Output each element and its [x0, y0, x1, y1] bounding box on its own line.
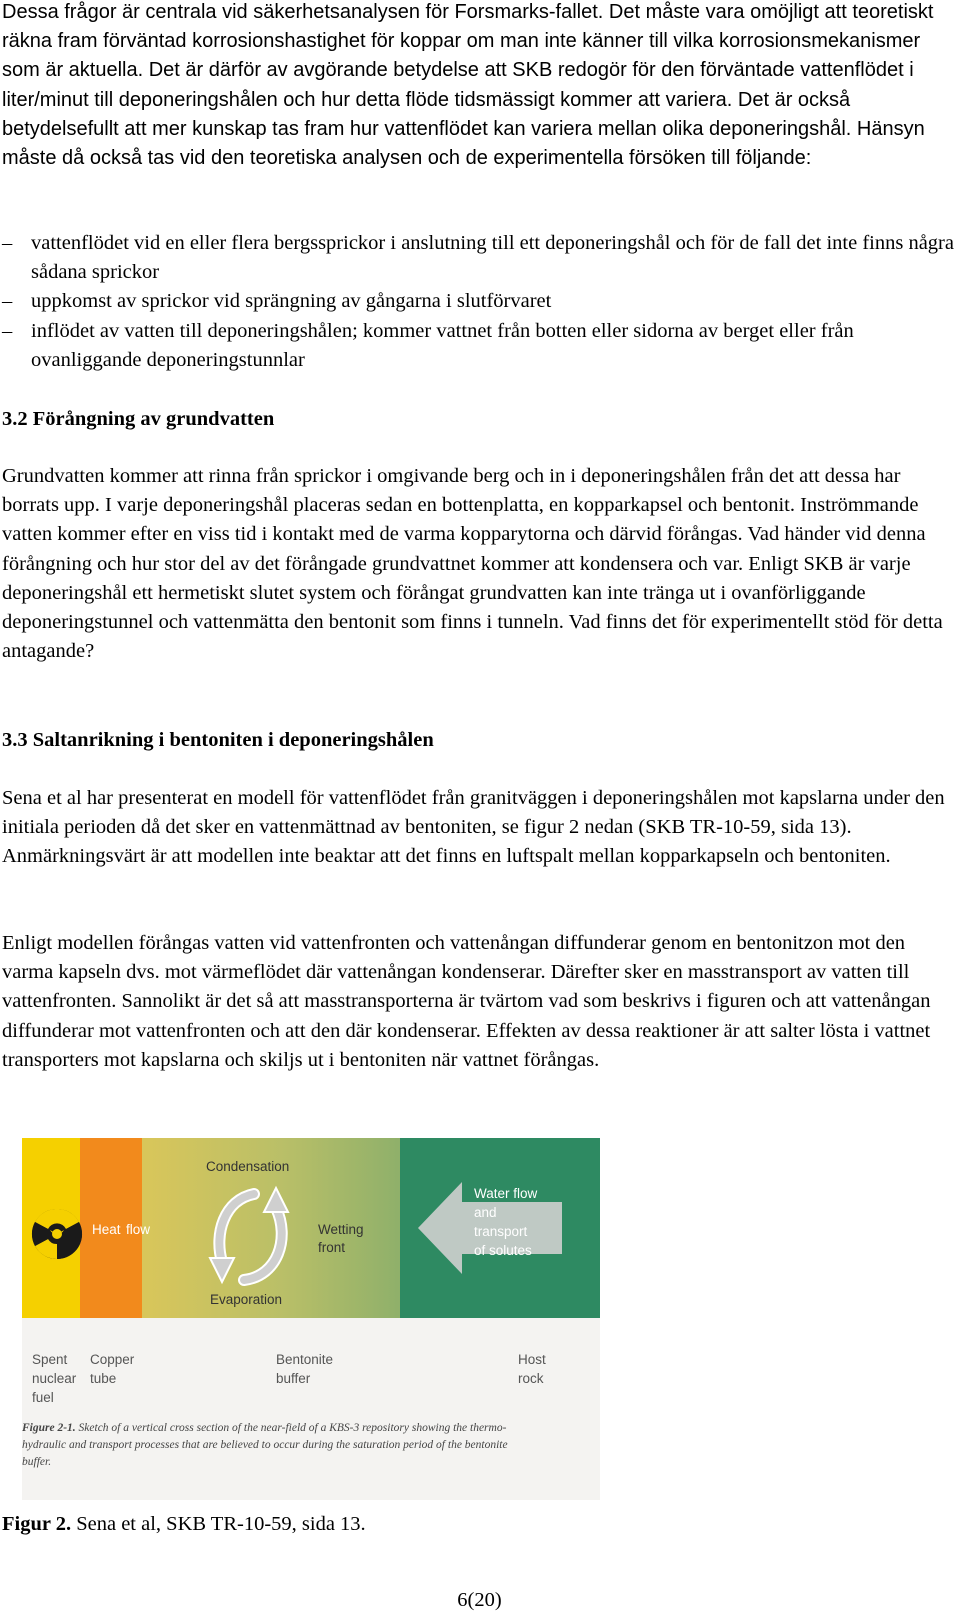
wetting-front-label-1: Wetting — [318, 1222, 364, 1237]
intro-body: Det måste vara omöjligt att teoretiskt räkna fram förväntad korrosionshastighet för koppar om man inte känner till vilka korrosionsmekanismer som är aktuella. Det är därför av avgörande betydelse att SKB redogör för den förväntade vattenflödet i liter/minut till deponeringshålen och hur detta flöde tidsmässigt kommer att variera. Det är också betydelsefullt att mer kunskap tas fram hur vattenflödet kan variera mellan olika deponeringshål. Hänsyn måste då också tas vid den teoretiska analysen och de experimentella försöken till följande: — [2, 1, 934, 170]
spent-fuel-label-3: fuel — [32, 1390, 54, 1405]
bentonite-label-2: buffer — [276, 1371, 311, 1386]
list-item: – vattenflödet vid en eller flera bergssprickor i anslutning till ett deponeringshål och för de fall det inte finns några sådana sprickor — [2, 229, 957, 287]
copper-tube-label-1: Copper — [90, 1352, 135, 1367]
list-item: – inflödet av vatten till deponeringshålen; kommer vattnet från botten eller sidorna av berget eller från ovanliggande deponeringstunnlar — [2, 317, 957, 375]
spent-fuel-label-1: Spent — [32, 1352, 68, 1367]
heat-flow-label-2: flow — [126, 1222, 151, 1237]
figure-caption-text: Sena et al, SKB TR-10-59, sida 13. — [71, 1513, 366, 1535]
section-3-3-paragraph-1: Sena et al har presenterat en modell för vattenflödet från granitväggen i deponeringshålen mot kapslarna under den initiala perioden då det sker en vattenmättnad av bentoniten, se figur 2 nedan (SKB TR-10-59, sida 13). Anmärkningsvärt är att modellen inte beaktar att det finns en luftspalt mellan kopparkapseln och bentoniten. — [2, 787, 945, 868]
water-flow-label-4: of solutes — [474, 1243, 532, 1258]
section-3-2-paragraph: Grundvatten kommer att rinna från sprickor i omgivande berg och in i deponeringshålen från det att dessa har borrats upp. I varje deponeringshål placeras sedan en bottenplatta, en kopparkapsel och bentonit. Inströmmande vatten kommer efter en viss tid i kontakt med de varma kopparytorna och därvid förångas. Vad händer vid denna förångning och hur stor del av det förångade grundvattnet kommer att kondensera och var. Enligt SKB är varje deponeringshål ett hermetiskt slutet system och förångat grundvatten kan inte tränga ut i ovanförliggande deponeringstunnel och vattenmätta den bentonit som finns i tunneln. Vad finns det för experimentellt stöd för detta antagande? — [2, 465, 943, 663]
condensation-label: Condensation — [206, 1159, 290, 1174]
page-number: 6(20) — [457, 1589, 502, 1611]
radiation-icon — [32, 1209, 82, 1259]
figure-caption-line-2: hydraulic and transport processes that are believed to occur during the saturation period of the bentonite — [22, 1439, 508, 1451]
section-heading-3-3: 3.3 Saltanrikning i bentoniten i deponeringshålen — [2, 729, 434, 751]
figure-caption — [2, 1510, 366, 1539]
svg-text:Figure 2-1. Sketch of a vertic — [22, 1422, 507, 1434]
copper-tube-label-2: tube — [90, 1371, 117, 1386]
water-flow-label-3: transport — [474, 1224, 528, 1239]
spent-fuel-label-2: nuclear — [32, 1371, 77, 1386]
intro-lead: Dessa frågor är centrala vid säkerhetsanalysen för Forsmarks-fallet. — [2, 1, 609, 23]
intro-paragraph — [2, 0, 957, 173]
list-item: – uppkomst av sprickor vid sprängning av gångarna i slutförvaret — [2, 287, 957, 316]
figure-caption-line-3: buffer. — [22, 1456, 52, 1468]
host-rock-label-1: Host — [518, 1352, 546, 1367]
water-flow-label-1: Water flow — [474, 1186, 538, 1201]
bentonite-label-1: Bentonite — [276, 1352, 334, 1367]
water-flow-label-2: and — [474, 1205, 497, 1220]
consideration-list — [2, 229, 957, 375]
figure-caption-line-1: Sketch of a vertical cross section of the near-field of a KBS-3 repository showing the thermo- — [75, 1422, 507, 1434]
heat-flow-label-1: Heat — [92, 1222, 121, 1237]
wetting-front-label-2: front — [318, 1240, 346, 1255]
figure-caption-label: Figur 2. — [2, 1513, 72, 1535]
host-rock-label-2: rock — [518, 1371, 544, 1386]
section-3-3-paragraph-2: Enligt modellen förångas vatten vid vattenfronten och vattenångan diffunderar genom en bentonitzon mot den varma kapseln dvs. mot värmeflödet där vattenångan kondenserar. Därefter sker en masstransport av vatten till vattenfronten. Sannolikt är det så att masstransporterna är tvärtom vad som beskrivs i figuren och att vattenångan diffunderar mot vattenfronten och att den där kondenserar. Effekten av dessa reaktioner är att salter lösta i vattnet transporters mot kapslarna och skiljs ut i bentoniten när vattnet förångas. — [2, 932, 931, 1071]
kbs3-figure — [22, 1138, 600, 1500]
section-heading-3-2: 3.2 Förångning av grundvatten — [2, 408, 275, 430]
evaporation-label: Evaporation — [210, 1292, 283, 1307]
figure-caption-label: Figure 2-1. — [22, 1422, 76, 1434]
